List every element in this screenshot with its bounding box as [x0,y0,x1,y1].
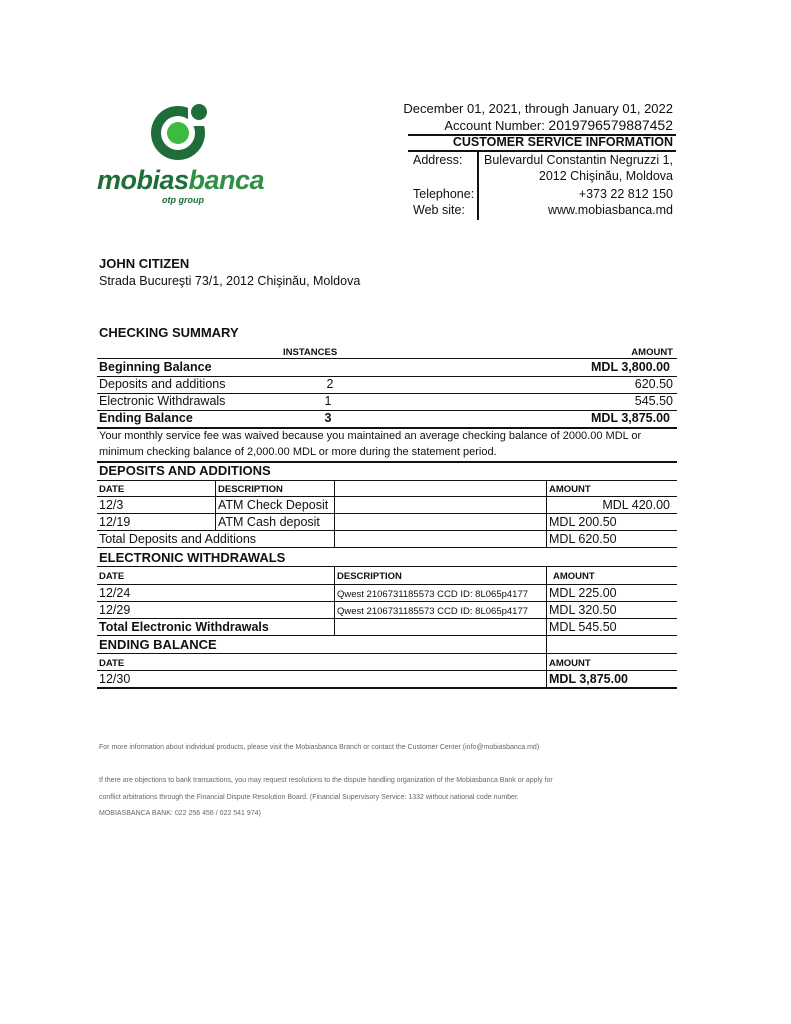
withdrawal-row-description: Qwest 2106731185573 CCD ID: 8L065p4177 [337,606,529,617]
csi-divider [408,150,676,152]
summary-row-amount: MDL 3,800.00 [591,360,670,374]
website-link[interactable]: www.mobiasbanca.md [547,203,673,217]
summary-row-label: Electronic Withdrawals [99,394,226,408]
ending-col-amount: AMOUNT [549,658,591,669]
footer-dispute-line2: conflict arbitrations through the Financial Dispute Resolution Board. (Financial Supervisory Service: 1332 without national code number. [99,794,519,801]
summary-row-amount: MDL 3,875.00 [591,411,670,425]
customer-address: Strada Bucureşti 73/1, 2012 Chişinău, Moldova [99,274,361,288]
summary-bottom-rule [97,427,677,429]
withdrawals-total-label: Total Electronic Withdrawals [99,620,269,634]
deposits-col-amount: AMOUNT [549,484,591,495]
statement-period: December 01, 2021, through January 01, 2022 [403,101,673,116]
withdrawals-title-rule [97,566,677,567]
summary-row-instances: 3 [324,411,332,425]
ending-date: 12/30 [99,672,131,686]
deposits-total-amount: MDL 620.50 [549,532,617,546]
withdrawals-title: ELECTRONIC WITHDRAWALS [99,550,286,565]
ending-header-rule [97,670,677,671]
deposits-header-rule [97,496,677,497]
withdrawals-bottom-rule [97,635,677,636]
deposit-row-date: 12/3 [99,498,124,512]
summary-col-instances: INSTANCES [283,347,338,358]
address-line2: 2012 Chişinău, Moldova [538,169,673,183]
summary-row-instances: 2 [326,377,334,391]
withdrawals-col-divider [334,566,335,635]
summary-row-label: Ending Balance [99,411,193,425]
footer-info: For more information about individual products, please visit the Mobiasbanca Branch or contact the Customer Center (info@mobiasbanca.md) [99,744,540,751]
customer-name: JOHN CITIZEN [99,256,190,271]
deposits-title: DEPOSITS AND ADDITIONS [99,463,271,478]
csi-title: CUSTOMER SERVICE INFORMATION [452,135,673,149]
account-label: Account Number: [444,118,549,133]
deposits-total-label: Total Deposits and Additions [99,532,257,546]
deposits-col-divider [334,480,335,547]
withdrawal-row-amount: MDL 320.50 [549,603,617,617]
deposit-row-amount: MDL 420.00 [602,498,670,512]
withdrawal-row-description: Qwest 2106731185573 CCD ID: 8L065p4177 [337,589,529,600]
deposits-title-rule [97,480,677,481]
summary-row-label: Deposits and additions [99,377,226,391]
summary-title: CHECKING SUMMARY [99,325,239,340]
deposit-row-date: 12/19 [99,515,131,529]
ending-title-rule [97,653,677,654]
withdrawal-row-rule [97,618,677,619]
deposits-col-divider [546,480,547,547]
summary-row-label: Beginning Balance [99,360,212,374]
summary-row-amount: 620.50 [634,377,673,391]
bank-wordmark [97,166,264,194]
ending-amount: MDL 3,875.00 [549,672,628,686]
bank-logo-icon [148,100,212,162]
summary-header-rule [97,358,677,359]
footer-dispute-line1: If there are objections to bank transactions, you may request resolutions to the dispute handling organization of the Mobiasbanca Bank or apply for [99,777,553,784]
account-number-line [400,117,673,133]
wordmark-part1: mobias [97,165,189,195]
summary-row-amount: 545.50 [634,394,673,408]
deposits-col-divider [215,480,216,530]
telephone-label: Telephone: [413,187,475,201]
account-number: 2019796579887452 [548,117,673,133]
summary-col-amount: AMOUNT [631,347,673,358]
withdrawals-col-date: DATE [99,571,125,582]
deposit-row-amount: MDL 200.50 [549,515,617,529]
ending-col-divider [546,636,547,688]
deposits-bottom-rule [97,547,677,548]
withdrawal-row-date: 12/29 [99,603,131,617]
withdrawal-row-date: 12/24 [99,586,131,600]
withdrawals-col-amount: AMOUNT [553,571,595,582]
fee-note-line1: Your monthly service fee was waived because you maintained an average checking balance of 2000.00 MDL or [99,430,642,442]
ending-col-date: DATE [99,658,125,669]
bank-tagline: otp group [162,195,204,205]
summary-row-instances: 1 [324,394,332,408]
ending-title: ENDING BALANCE [99,637,217,652]
withdrawal-row-amount: MDL 225.00 [549,586,617,600]
withdrawal-row-rule [97,601,677,602]
deposit-row-description: ATM Check Deposit [218,498,329,512]
website-label: Web site: [413,203,465,217]
deposits-col-description: DESCRIPTION [218,484,283,495]
withdrawals-col-description: DESCRIPTION [337,571,402,582]
deposit-row-rule [97,530,677,531]
deposit-row-rule [97,513,677,514]
deposit-row-description: ATM Cash deposit [218,515,320,529]
withdrawals-header-rule [97,584,677,585]
address-line1: Bulevardul Constantin Negruzzi 1, [484,153,673,167]
wordmark-part2: banca [188,165,265,195]
ending-bottom-rule [97,687,677,689]
footer-contact: MOBIASBANCA BANK: 022 256 456 / 022 541 974) [99,810,261,817]
csi-column-divider [477,150,479,220]
telephone-value: +373 22 812 150 [578,187,673,201]
fee-note-line2: minimum checking balance of 2,000.00 MDL or more during the statement period. [99,446,497,458]
deposits-col-date: DATE [99,484,125,495]
withdrawals-total-amount: MDL 545.50 [549,620,617,634]
withdrawals-col-divider [546,566,547,635]
address-label: Address: [413,153,463,167]
